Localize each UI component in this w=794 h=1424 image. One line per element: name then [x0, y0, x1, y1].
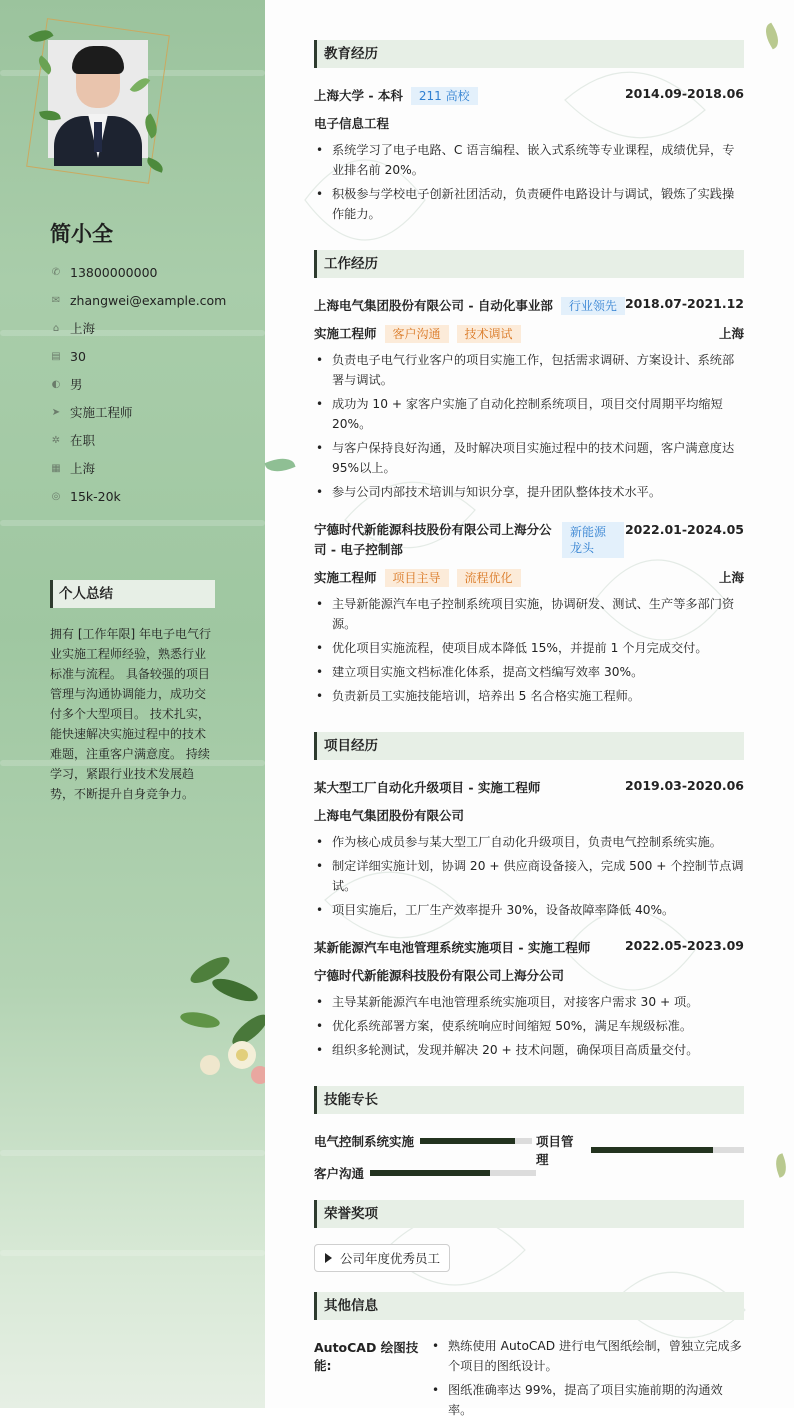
contact-item [50, 370, 226, 398]
contact-item [50, 314, 226, 342]
job-tag-line: 龙头 [570, 541, 595, 555]
list-item: • 主导某新能源汽车电池管理系统实施项目，对接客户需求 30 + 项。 [314, 992, 744, 1012]
contact-text: 30 [70, 348, 86, 364]
project-1-header [314, 778, 744, 796]
salary-icon: ◎ [51, 490, 61, 502]
job-2-role [314, 568, 744, 587]
list-item: • 优化项目实施流程，使项目成本降低 15%，并提前 1 个月完成交付。 [314, 638, 744, 658]
job-city: 上海 [718, 326, 744, 341]
job-tag-line: 新能源 [570, 525, 607, 539]
project-2-header [314, 938, 744, 956]
project-org: 上海电气集团股份有限公司 [314, 808, 465, 823]
project-name: 某大型工厂自动化升级项目 - 实施工程师 [314, 780, 541, 795]
contact-item [50, 454, 226, 482]
skill-item [314, 1164, 536, 1182]
skill-name: 电气控制系统实施 [314, 1134, 415, 1149]
contact-item [50, 398, 226, 426]
other-label: AutoCAD 绘图技能: [314, 1340, 419, 1373]
skill-bar [370, 1170, 536, 1176]
contact-item [50, 342, 226, 370]
contact-item [50, 482, 226, 510]
job-company [314, 520, 554, 560]
other-bullets [430, 1336, 744, 1424]
decor-streak [0, 520, 265, 526]
list-item: • 组织多轮测试，发现并解决 20 + 技术问题，确保项目高质量交付。 [314, 1040, 744, 1060]
skill-name: 项目管理 [536, 1134, 574, 1167]
candidate-name: 简小全 [50, 222, 113, 246]
decor-streak [0, 1250, 265, 1256]
education-major: 电子信息工程 [314, 116, 390, 131]
award-item-button[interactable] [314, 1244, 450, 1272]
list-item: • 图纸准确率达 99%，提高了项目实施前期的沟通效率。 [430, 1380, 744, 1420]
job-company-line: 司 - 电子控制部 [314, 542, 403, 557]
job-1-header [314, 296, 744, 315]
skill-name: 客户沟通 [314, 1166, 365, 1181]
list-item: • 作为核心成员参与某大型工厂自动化升级项目，负责电气控制系统实施。 [314, 832, 744, 852]
home-icon: ⌂ [52, 322, 60, 334]
list-item: • 成功为 10 + 家客户实施了自动化控制系统项目，项目交付周期平均缩短 20%。 [314, 394, 744, 434]
job-1-role [314, 324, 744, 343]
list-item: • 项目实施后，工厂生产效率提升 30%，设备故障率降低 40%。 [314, 900, 744, 920]
summary-title: 个人总结 [50, 580, 215, 608]
skill-bar [591, 1147, 744, 1153]
project-2-bullets [314, 992, 744, 1064]
flower-decoration-icon [180, 930, 270, 1090]
education-title: 教育经历 [314, 40, 744, 68]
project-org: 宁德时代新能源科技股份有限公司上海分公司 [314, 968, 565, 983]
contact-item [50, 258, 226, 286]
list-item: • 负责新员工实施技能培训，培养出 5 名合格实施工程师。 [314, 686, 744, 706]
gender-icon: ◐ [51, 378, 61, 390]
skill-tag: 项目主导 [385, 569, 449, 587]
contact-text: 在职 [70, 433, 96, 448]
skill-tag: 客户沟通 [385, 325, 449, 343]
status-icon: ✲ [51, 434, 61, 446]
education-header [314, 86, 744, 105]
education-bullets [314, 140, 744, 228]
summary-text: 拥有 [工作年限] 年电子电气行业实施工程师经验，熟悉行业标准与流程。 具备较强的项目管理与沟通协调能力，成功交付多个大型项目。 技术扎实，能快速解决实施过程中的技术难题，注重客户满意度。 持续学习，紧跟行业技术发展趋势，不断提升自身竞争力。 [50, 627, 211, 801]
list-item: • 制定详细实施计划，协调 20 + 供应商设备接入，完成 500 + 个控制节点调试。 [314, 856, 744, 896]
job-date: 2018.07-2021.12 [624, 296, 744, 311]
job-tag [562, 522, 624, 558]
job-role: 实施工程师 [314, 326, 377, 341]
job-2-header [314, 520, 744, 560]
awards-title: 荣誉奖项 [314, 1200, 744, 1228]
list-item: • 参与公司内部技术培训与知识分享，提升团队整体技术水平。 [314, 482, 744, 502]
avatar [48, 40, 148, 158]
job-tag: 行业领先 [561, 297, 625, 315]
contact-text: 15k-20k [70, 488, 121, 504]
list-item: • 负责电子电气行业客户的项目实施工作，包括需求调研、方案设计、系统部署与调试。 [314, 350, 744, 390]
sidebar [0, 0, 265, 1408]
skill-tag: 流程优化 [457, 569, 521, 587]
skill-bar-fill [591, 1147, 713, 1153]
job-company-line: 宁德时代新能源科技股份有限公司上海分公 [314, 522, 552, 537]
contact-text: zhangwei@example.com [70, 292, 227, 308]
job-1-bullets [314, 350, 744, 506]
skill-bar [420, 1138, 532, 1144]
contact-text: 上海 [70, 321, 96, 336]
other-title: 其他信息 [314, 1292, 744, 1320]
list-item: • 熟练使用 AutoCAD 进行电气图纸绘制，曾独立完成多个项目的图纸设计。 [430, 1336, 744, 1376]
age-icon: ▤ [51, 350, 61, 362]
contact-text: 男 [70, 377, 83, 392]
award-label: 公司年度优秀员工 [340, 1251, 441, 1266]
skill-bar-fill [370, 1170, 490, 1176]
list-item: • 主导新能源汽车电子控制系统项目实施，协调研发、测试、生产等多部门资源。 [314, 594, 744, 634]
skill-bar-fill [420, 1138, 515, 1144]
job-date: 2022.01-2024.05 [624, 522, 744, 537]
job-role: 实施工程师 [314, 570, 377, 585]
contact-list [50, 258, 226, 510]
skill-item [314, 1132, 532, 1150]
decor-streak [0, 1150, 265, 1156]
job-company: 上海电气集团股份有限公司 - 自动化事业部 [314, 298, 553, 313]
contact-text: 上海 [70, 461, 96, 476]
project-date: 2022.05-2023.09 [624, 938, 744, 953]
projects-title: 项目经历 [314, 732, 744, 760]
project-date: 2019.03-2020.06 [624, 778, 744, 793]
skill-item [536, 1132, 744, 1168]
contact-text: 实施工程师 [70, 405, 133, 420]
project-name: 某新能源汽车电池管理系统实施项目 - 实施工程师 [314, 940, 591, 955]
list-item: • 与客户保持良好沟通，及时解决项目实施过程中的技术问题，客户满意度达 95%以上。 [314, 438, 744, 478]
work-title: 工作经历 [314, 250, 744, 278]
job-city: 上海 [718, 570, 744, 585]
job-2-bullets [314, 594, 744, 710]
education-date: 2014.09-2018.06 [624, 86, 744, 101]
school-name: 上海大学 - 本科 [314, 88, 403, 103]
contact-text: 13800000000 [70, 264, 158, 280]
skills-title: 技能专长 [314, 1086, 744, 1114]
city-icon: ▦ [51, 462, 61, 474]
send-icon: ➤ [51, 406, 61, 418]
phone-icon: ✆ [51, 266, 61, 278]
list-item: • 系统学习了电子电路、C 语言编程、嵌入式系统等专业课程，成绩优异，专业排名前 20%。 [314, 140, 744, 180]
list-item: • 建立项目实施文档标准化体系，提高文档编写效率 30%。 [314, 662, 744, 682]
contact-item [50, 426, 226, 454]
play-triangle-icon [325, 1253, 332, 1263]
list-item: • 优化系统部署方案，使系统响应时间缩短 50%，满足车规级标准。 [314, 1016, 744, 1036]
contact-item [50, 286, 226, 314]
school-tag: 211 高校 [411, 87, 478, 105]
mail-icon: ✉ [51, 294, 61, 306]
project-1-bullets [314, 832, 744, 924]
list-item: • 积极参与学校电子创新社团活动，负责硬件电路设计与调试，锻炼了实践操作能力。 [314, 184, 744, 224]
skill-tag: 技术调试 [457, 325, 521, 343]
